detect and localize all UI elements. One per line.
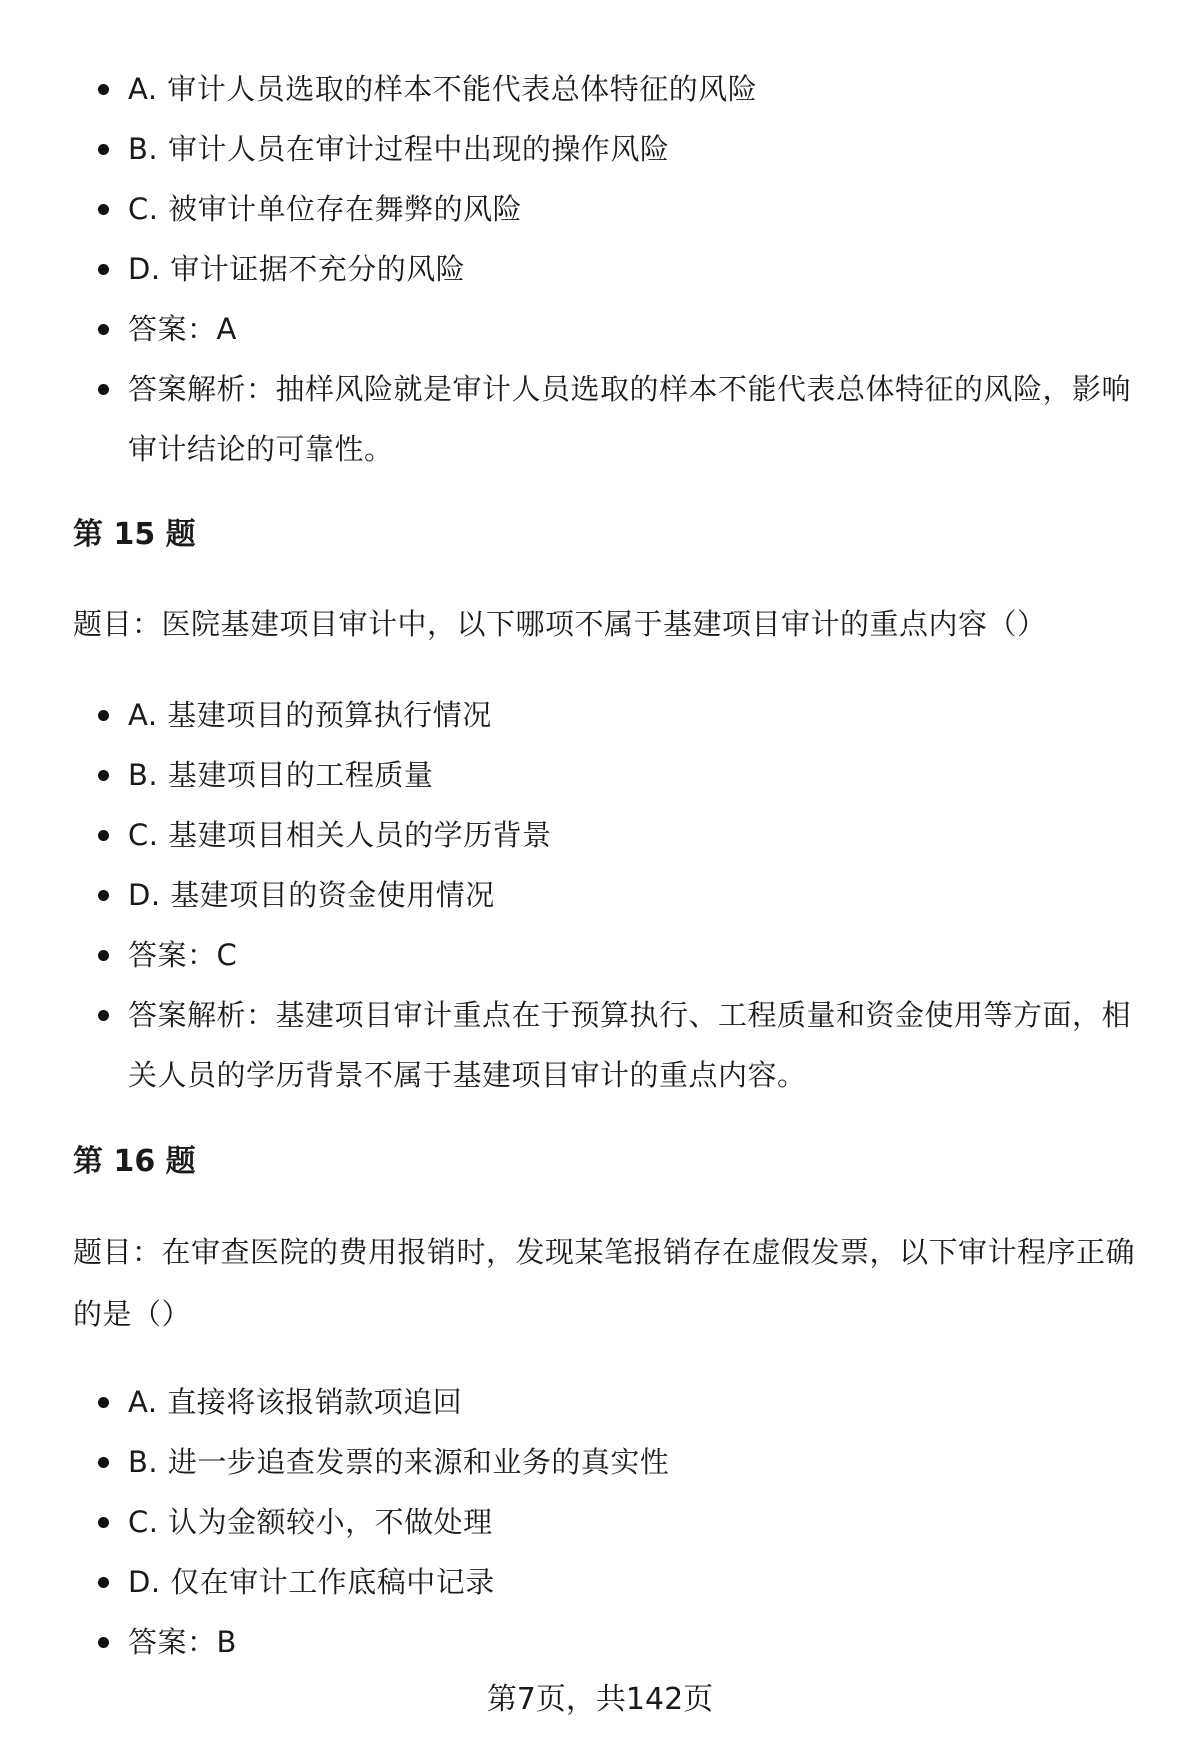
- option-text: C. 被审计单位存在舞弊的风险: [128, 192, 523, 226]
- q15-option-d: [0, 865, 1200, 925]
- answer-text: 答案：A: [128, 312, 237, 346]
- q16-heading: 第 16 题: [73, 1144, 196, 1179]
- option-text: C. 基建项目相关人员的学历背景: [128, 818, 552, 852]
- option-text: B. 基建项目的工程质量: [128, 758, 434, 792]
- q16-option-c: [0, 1492, 1200, 1552]
- q15-option-c: [0, 805, 1200, 865]
- bullet-icon: [98, 1637, 109, 1648]
- q15-question: 题目：医院基建项目审计中，以下哪项不属于基建项目审计的重点内容（）: [73, 607, 1047, 641]
- q14-option-c: [0, 179, 1200, 239]
- page-number: 第7页，共142页: [486, 1682, 714, 1717]
- option-text: A. 审计人员选取的样本不能代表总体特征的风险: [128, 72, 758, 106]
- bullet-icon: [98, 770, 109, 781]
- bullet-icon: [98, 950, 109, 961]
- q14-option-d: [0, 239, 1200, 299]
- bullet-icon: [98, 1457, 109, 1468]
- q15-explanation: [0, 985, 1200, 1105]
- bullet-icon: [98, 384, 109, 395]
- bullet-icon: [98, 264, 109, 275]
- option-text: C. 认为金额较小，不做处理: [128, 1505, 493, 1539]
- option-text: A. 直接将该报销款项追回: [128, 1385, 463, 1419]
- option-text: D. 审计证据不充分的风险: [128, 252, 466, 286]
- bullet-icon: [98, 324, 109, 335]
- bullet-icon: [98, 830, 109, 841]
- q14-option-b: [0, 119, 1200, 179]
- q16-option-a: [0, 1372, 1200, 1432]
- q15-answer: [0, 925, 1200, 985]
- bullet-icon: [98, 1517, 109, 1528]
- option-text: D. 基建项目的资金使用情况: [128, 878, 495, 912]
- explanation-text: 答案解析：基建项目审计重点在于预算执行、工程质量和资金使用等方面，相关人员的学历背景不属于基建项目审计的重点内容。: [128, 998, 1132, 1092]
- q15-option-a: [0, 685, 1200, 745]
- q15-heading: 第 15 题: [73, 517, 196, 552]
- bullet-icon: [98, 1397, 109, 1408]
- option-text: B. 审计人员在审计过程中出现的操作风险: [128, 132, 670, 166]
- option-text: B. 进一步追查发票的来源和业务的真实性: [128, 1445, 670, 1479]
- option-text: D. 仅在审计工作底稿中记录: [128, 1565, 495, 1599]
- q16-option-d: [0, 1552, 1200, 1612]
- bullet-icon: [98, 1010, 109, 1021]
- q16-answer: [0, 1612, 1200, 1672]
- q14-option-a: [0, 59, 1200, 119]
- q16-options-list: [0, 1372, 1200, 1672]
- option-text: A. 基建项目的预算执行情况: [128, 698, 492, 732]
- bullet-icon: [98, 84, 109, 95]
- q16-question: 题目：在审查医院的费用报销时，发现某笔报销存在虚假发票，以下审计程序正确的是（）: [73, 1235, 1136, 1331]
- answer-text: 答案：C: [128, 938, 238, 972]
- bullet-icon: [98, 890, 109, 901]
- q16-option-b: [0, 1432, 1200, 1492]
- bullet-icon: [98, 204, 109, 215]
- q14-explanation: [0, 359, 1200, 479]
- q14-answer: [0, 299, 1200, 359]
- answer-text: 答案：B: [128, 1625, 237, 1659]
- q15-options-list: [0, 685, 1200, 1105]
- q15-option-b: [0, 745, 1200, 805]
- q14-options-list: [0, 59, 1200, 479]
- explanation-text: 答案解析：抽样风险就是审计人员选取的样本不能代表总体特征的风险，影响审计结论的可靠性。: [128, 372, 1132, 466]
- bullet-icon: [98, 1577, 109, 1588]
- bullet-icon: [98, 710, 109, 721]
- bullet-icon: [98, 144, 109, 155]
